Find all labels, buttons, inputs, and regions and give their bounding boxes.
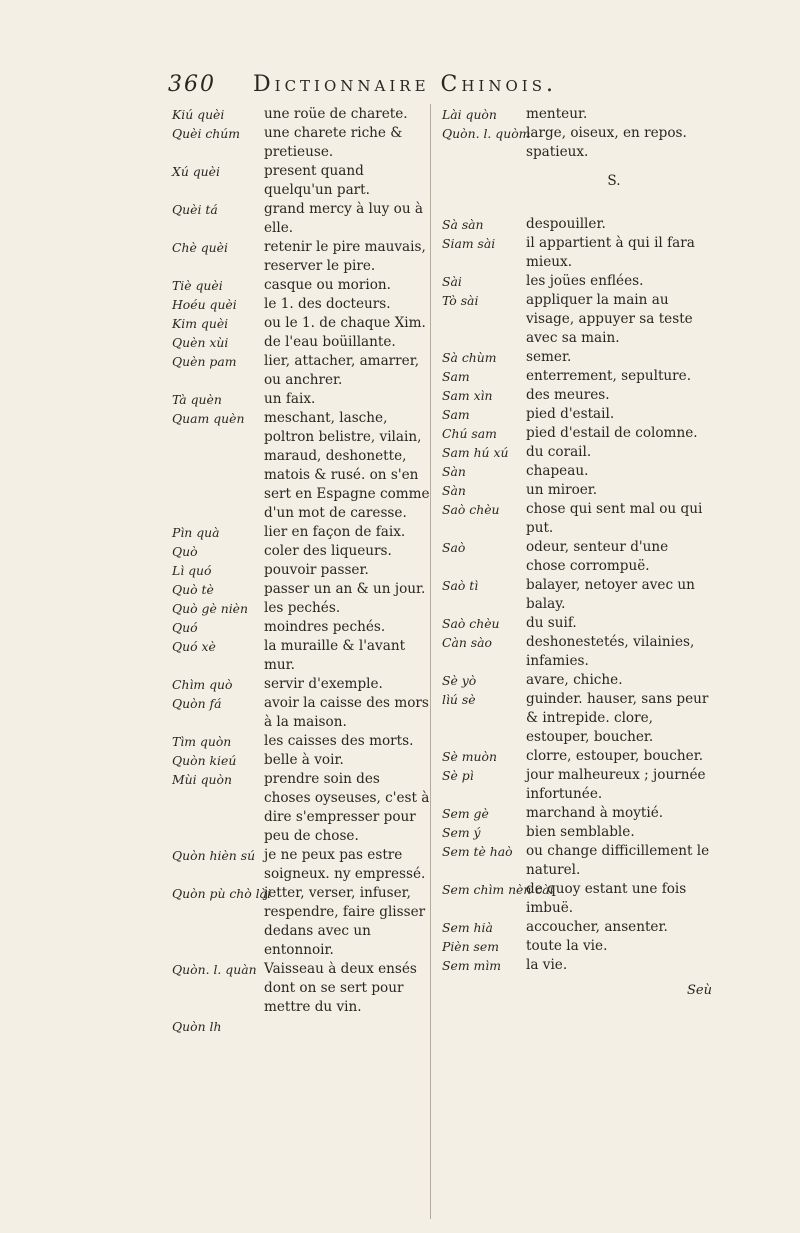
dictionary-entry — [172, 637, 430, 675]
dictionary-entry — [442, 462, 712, 481]
entry-gloss: une roüe de charete. — [264, 106, 408, 122]
entry-gloss: le 1. des docteurs. — [264, 296, 391, 312]
entry-term: Sem gè — [442, 806, 489, 821]
dictionary-entry — [172, 162, 430, 200]
entry-term: Càn sào — [442, 635, 492, 650]
entry-gloss: accoucher, ansenter. — [526, 919, 668, 935]
dictionary-entry — [442, 481, 712, 500]
entry-term: Sà chùm — [442, 350, 497, 365]
entry-term: Quèi tá — [172, 202, 218, 217]
dictionary-entry — [442, 804, 712, 823]
entry-gloss: pouvoir passer. — [264, 562, 369, 578]
dictionary-entry — [442, 124, 712, 162]
entry-term: Sem ý — [442, 825, 481, 840]
entry-gloss: les caisses des morts. — [264, 733, 414, 749]
entry-term: Chú sam — [442, 426, 497, 441]
dictionary-entry — [172, 561, 430, 580]
dictionary-entry — [172, 1017, 430, 1036]
dictionary-entry — [172, 618, 430, 637]
dictionary-entry — [442, 576, 712, 614]
entry-gloss: de l'eau boüillante. — [264, 334, 396, 350]
dictionary-entry — [442, 405, 712, 424]
dictionary-entry — [442, 272, 712, 291]
page-number: 360 — [168, 72, 216, 97]
dictionary-entry — [172, 732, 430, 751]
dictionary-entry — [442, 500, 712, 538]
entry-term: Chè quèi — [172, 240, 228, 255]
entry-gloss: balayer, netoyer avec un balay. — [526, 577, 695, 612]
entry-term: Siam sài — [442, 236, 496, 251]
entry-gloss: appliquer la main au visage, appuyer sa teste avec sa main. — [526, 292, 693, 346]
entry-gloss: un miroer. — [526, 482, 598, 498]
entry-gloss: avoir la caisse des mors à la maison. — [264, 695, 429, 730]
entry-term: Sam hú xú — [442, 445, 509, 460]
entry-gloss: despouiller. — [526, 216, 606, 232]
entry-term: Tìm quòn — [172, 734, 232, 749]
entry-gloss: toute la vie. — [526, 938, 608, 954]
entry-term: Quèi chúm — [172, 126, 241, 141]
entry-term: Sam — [442, 407, 470, 422]
entry-gloss: lier, attacher, amarrer, ou anchrer. — [264, 353, 420, 388]
entry-term: Sài — [442, 274, 462, 289]
entry-term: Quó xè — [172, 639, 216, 654]
entry-term: lìú sè — [442, 692, 476, 707]
entry-gloss: menteur. — [526, 106, 588, 122]
dictionary-entry — [172, 694, 430, 732]
entry-gloss: jour malheureux ; journée infortunée. — [526, 767, 706, 802]
dictionary-entry — [442, 614, 712, 633]
dictionary-entry — [172, 770, 430, 846]
entry-gloss: chose qui sent mal ou qui put. — [526, 501, 703, 536]
right-column — [442, 105, 712, 1000]
entry-gloss: casque ou morion. — [264, 277, 391, 293]
entry-term: Quòn fá — [172, 696, 222, 711]
entry-term: Kiú quèi — [172, 107, 225, 122]
dictionary-entry — [442, 443, 712, 462]
dictionary-entry — [442, 880, 712, 918]
entry-gloss: clorre, estouper, boucher. — [526, 748, 704, 764]
entry-gloss: marchand à moytié. — [526, 805, 664, 821]
entry-gloss: bien semblable. — [526, 824, 635, 840]
dictionary-entry — [442, 633, 712, 671]
entry-gloss: semer. — [526, 349, 572, 365]
dictionary-entry — [172, 523, 430, 542]
section-letter: S. — [607, 173, 621, 189]
entry-gloss: Vaisseau à deux ensés dont on se sert pour mettre du vin. — [264, 961, 417, 1015]
entry-gloss: coler des liqueurs. — [264, 543, 392, 559]
dictionary-entry — [442, 766, 712, 804]
entry-term: Pièn sem — [442, 939, 499, 954]
dictionary-entry — [172, 599, 430, 618]
entry-term: Sam — [442, 369, 470, 384]
entry-gloss: chapeau. — [526, 463, 589, 479]
entry-gloss: la vie. — [526, 957, 568, 973]
dictionary-entry — [442, 918, 712, 937]
entry-gloss: jetter, verser, infuser, respendre, faire glisser dedans avec un entonnoir. — [264, 885, 426, 958]
entry-gloss: pied d'estail. — [526, 406, 615, 422]
dictionary-entry — [172, 105, 430, 124]
entry-gloss: grand mercy à luy ou à elle. — [264, 201, 424, 236]
entry-term: Lài quòn — [442, 107, 497, 122]
entry-term: Quò gè nièn — [172, 601, 248, 616]
entry-gloss: moindres pechés. — [264, 619, 386, 635]
dictionary-entry — [442, 842, 712, 880]
entry-gloss: large, oiseux, en repos. spatieux. — [526, 125, 687, 160]
column-divider — [430, 104, 431, 1219]
dictionary-entry — [442, 690, 712, 747]
dictionary-entry — [442, 937, 712, 956]
entry-term: Sè yò — [442, 673, 477, 688]
entry-term: Sem hià — [442, 920, 493, 935]
entry-gloss: passer un an & un jour. — [264, 581, 426, 597]
entry-term: Quó — [172, 620, 198, 635]
entry-term: Saò tì — [442, 578, 479, 593]
catchword: Seù — [687, 983, 712, 998]
dictionary-entry — [442, 424, 712, 443]
entry-term: Saò chèu — [442, 502, 500, 517]
entry-term: Sem chìm nèn cài — [442, 882, 554, 897]
entry-term: Sem mìm — [442, 958, 501, 973]
dictionary-entry — [172, 580, 430, 599]
entry-gloss: avare, chiche. — [526, 672, 623, 688]
dictionary-entry — [172, 238, 430, 276]
entry-gloss: retenir le pire mauvais, reserver le pire. — [264, 239, 426, 274]
entry-term: Hoéu quèi — [172, 297, 237, 312]
dictionary-entry — [172, 542, 430, 561]
entry-gloss: la muraille & l'avant mur. — [264, 638, 406, 673]
entry-term: Quèn xùi — [172, 335, 229, 350]
entry-gloss: prendre soin des choses oyseuses, c'est à dire s'empresser pour peu de chose. — [264, 771, 430, 844]
dictionary-entry — [442, 671, 712, 690]
dictionary-entry — [172, 409, 430, 523]
dictionary-entry — [172, 295, 430, 314]
entry-term: Sem tè haò — [442, 844, 513, 859]
entry-term: Quòn hièn sú — [172, 848, 256, 863]
entry-gloss: les joües enflées. — [526, 273, 644, 289]
entry-term: Sàn — [442, 483, 466, 498]
dictionary-entry — [442, 105, 712, 124]
entry-gloss: lier en façon de faix. — [264, 524, 406, 540]
entry-term: Quam quèn — [172, 411, 245, 426]
dictionary-entry — [172, 751, 430, 770]
entry-gloss: une charete riche & pretieuse. — [264, 125, 403, 160]
dictionary-entry — [442, 291, 712, 348]
entry-gloss: les pechés. — [264, 600, 341, 616]
dictionary-entry — [172, 352, 430, 390]
entry-term: Lì quó — [172, 563, 212, 578]
running-title: Dictionnaire Chinois. — [253, 72, 557, 97]
entry-gloss: belle à voir. — [264, 752, 344, 768]
entry-term: Pìn quà — [172, 525, 220, 540]
dictionary-entry — [442, 348, 712, 367]
dictionary-entry — [172, 314, 430, 333]
dictionary-entry — [442, 956, 712, 975]
dictionary-entry — [172, 390, 430, 409]
dictionary-entry — [442, 747, 712, 766]
page-header — [168, 72, 728, 102]
entry-gloss: present quand quelqu'un part. — [264, 163, 370, 198]
entry-term: Kim quèi — [172, 316, 229, 331]
entry-term: Sà sàn — [442, 217, 484, 232]
dictionary-entry — [442, 386, 712, 405]
entry-term: Tà quèn — [172, 392, 222, 407]
dictionary-entry — [172, 276, 430, 295]
entry-gloss: enterrement, sepulture. — [526, 368, 692, 384]
dictionary-entry — [442, 538, 712, 576]
dictionary-entry — [172, 200, 430, 238]
dictionary-entry — [442, 215, 712, 234]
entry-term: Mùi quòn — [172, 772, 232, 787]
left-column — [172, 105, 430, 1036]
entry-gloss: du corail. — [526, 444, 592, 460]
dictionary-entry — [172, 333, 430, 352]
entry-gloss: du suif. — [526, 615, 577, 631]
dictionary-entry — [172, 960, 430, 1017]
entry-term: Quòn. l. quàn — [172, 962, 257, 977]
entry-term: Sàn — [442, 464, 466, 479]
entry-gloss: odeur, senteur d'une chose corrompuë. — [526, 539, 669, 574]
entry-term: Tiè quèi — [172, 278, 223, 293]
dictionary-entry — [442, 823, 712, 842]
dictionary-entry — [172, 675, 430, 694]
entry-term: Chìm quò — [172, 677, 233, 692]
dictionary-entry — [172, 846, 430, 884]
entry-gloss: de quoy estant une fois imbuë. — [526, 881, 687, 916]
dictionary-entry — [442, 234, 712, 272]
entry-term: Quò tè — [172, 582, 214, 597]
entry-term: Quò — [172, 544, 198, 559]
entry-gloss: pied d'estail de colomne. — [526, 425, 698, 441]
entry-gloss: guinder. hauser, sans peur & intrepide. clore, estouper, boucher. — [526, 691, 709, 745]
entry-term: Xú quèi — [172, 164, 220, 179]
entry-term: Sè muòn — [442, 749, 497, 764]
entry-gloss: il appartient à qui il fara mieux. — [526, 235, 695, 270]
entry-gloss: deshonestetés, vilainies, infamies. — [526, 634, 695, 669]
entry-term: Quòn kieú — [172, 753, 237, 768]
entry-term: Quòn pù chò lài — [172, 886, 271, 901]
entry-gloss: des meures. — [526, 387, 610, 403]
dictionary-entry — [442, 367, 712, 386]
dictionary-entry — [172, 124, 430, 162]
entry-term: Quòn lh — [172, 1019, 222, 1034]
entry-term: Saò — [442, 540, 466, 555]
entry-gloss: un faix. — [264, 391, 316, 407]
entry-term: Quòn. l. quòm — [442, 126, 531, 141]
entry-gloss: je ne peux pas estre soigneux. ny empressé. — [264, 847, 426, 882]
entry-gloss — [264, 1017, 430, 1036]
dictionary-entry — [172, 884, 430, 960]
entry-gloss: servir d'exemple. — [264, 676, 383, 692]
entry-gloss: ou le 1. de chaque Xim. — [264, 315, 426, 331]
entry-term: Saò chèu — [442, 616, 500, 631]
entry-term: Sè pì — [442, 768, 474, 783]
entry-term: Tò sài — [442, 293, 479, 308]
entry-gloss: meschant, lasche, poltron belistre, vilain, maraud, deshonette, matois & rusé. on s'en sert en Espagne comme d'un mot de caresse. — [264, 410, 430, 521]
entry-term: Sam xìn — [442, 388, 493, 403]
entry-term: Quèn pam — [172, 354, 237, 369]
entry-gloss: ou change difficillement le naturel. — [526, 843, 710, 878]
